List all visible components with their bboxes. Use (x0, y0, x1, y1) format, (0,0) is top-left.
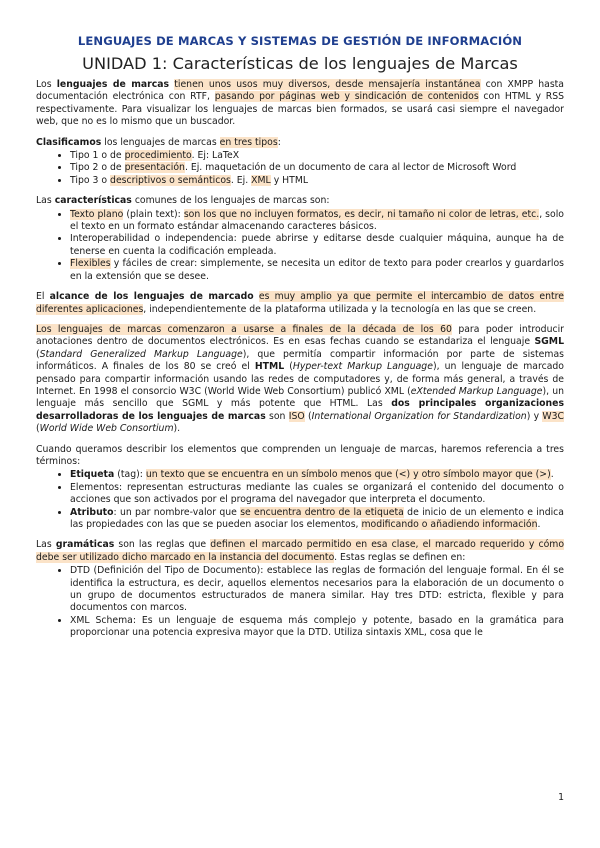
bold-text: SGML (534, 336, 564, 348)
paragraph (36, 137, 564, 149)
list-item (70, 507, 564, 532)
text-run: son las reglas que (114, 539, 211, 551)
list-item (70, 615, 564, 640)
text-run: comunes de los lenguajes de marcas son: (131, 195, 330, 207)
text-run: : (277, 136, 281, 148)
highlighted-text: modificando o añadiendo información (361, 519, 538, 530)
text-run: XML Schema: Es un lenguaje de esquema más complejo y potente, basado en la gramática para proporcionar una potencia expresiva mayor que la DTD. Utiliza sintaxis XML, cosa que le (70, 614, 564, 639)
highlighted-text: definen el marcado permitido en esa clase, el marcado requerido y cómo debe ser utilizado dicho marcado en la instancia del documento (36, 539, 565, 563)
paragraph (36, 195, 564, 207)
paragraph (36, 291, 564, 316)
text-run: Las (36, 195, 55, 207)
text-run: . (550, 469, 554, 481)
text-run: Tipo 3 o (70, 174, 111, 186)
text-run: y fáciles de crear: simplemente, se necesita un editor de texto para poder crearlos y guardarlos en la extensión que se desee. (70, 258, 564, 282)
text-run: (plain text): (123, 208, 184, 220)
highlighted-text: en tres tipos (219, 136, 278, 148)
highlighted-text: un texto que se encuentra en un símbolo menos que (<) y otro símbolo mayor que (>) (145, 469, 551, 481)
list-item (70, 258, 564, 283)
text-run: Tipo 2 o de (70, 162, 125, 174)
text-run: ( (304, 410, 312, 422)
text-run: con HTML y RSS respectivamente. Para visualizar los lenguajes de marcas bien formados, se usará casi siempre el navegador web, que no es lo mismo que un buscador. (36, 91, 565, 128)
highlighted-text: W3C (542, 410, 564, 422)
highlighted-text: Flexibles (70, 258, 111, 270)
document-header: LENGUAJES DE MARCAS Y SISTEMAS DE GESTIÓN DE INFORMACIÓN (77, 34, 523, 48)
text-run: ), un lenguaje de marcado pensado para compartir información usando las redes de computadores y, de forma más general, a través de Internet. En 1998 el consorcio W3C (World Wide Web Consortium) publicó XML ( (36, 361, 564, 397)
paragraph (36, 324, 564, 436)
highlighted-text: son los que no incluyen formatos, es decir, ni tamaño ni color de letras, etc. (183, 208, 540, 220)
highlighted-text: tienen unos usos muy diversos, desde mensajería instantánea (174, 79, 481, 90)
text-run: (tag): (114, 469, 146, 481)
highlighted-text: descriptivos o semánticos (110, 174, 231, 186)
italic-text: Hyper-text Markup Language (292, 361, 433, 373)
bold-text: Atributo (70, 506, 114, 518)
page-number: 1 (558, 792, 564, 803)
text-run: ), que permitía compartir información por parte de sistemas informáticos. A finales de los 80 se creó el (36, 348, 564, 373)
paragraph (36, 539, 564, 564)
text-run: ). (173, 423, 181, 435)
text-run: El (36, 291, 50, 303)
bold-text: Etiqueta (70, 469, 115, 481)
highlighted-text: es muy amplio ya que permite el intercambio de datos entre diferentes aplicaciones (36, 291, 564, 315)
document-page (36, 34, 564, 648)
text-run: Interoperabilidad o independencia: puede abrirse y editarse desde cualquier máquina, aunque ha de tenerse en cuenta la codificación empleada. (70, 233, 564, 257)
highlighted-text: se encuentra dentro de la etiqueta (240, 506, 404, 518)
bullet-list (36, 469, 564, 531)
bold-text: gramáticas (55, 539, 115, 551)
text-run: Los (36, 79, 57, 90)
highlighted-text: presentación (124, 162, 185, 174)
highlighted-text: XML (251, 174, 271, 186)
text-run: , independientemente de la plataforma utilizada y la tecnología en las que se creen. (143, 303, 537, 315)
text-run: ) y (526, 410, 543, 422)
text-run: ), un lenguaje más sencillo que SGML y más potente que HTML. Las (36, 385, 564, 410)
paragraph (36, 444, 564, 469)
list-item (70, 150, 564, 162)
list-item (70, 209, 564, 234)
text-run: Cuando queramos describir los elementos que comprenden un lenguaje de marcas, haremos referencia a tres términos: (36, 443, 564, 467)
text-run: . Ej. (230, 174, 252, 186)
italic-text: International Organization for Standardization (311, 410, 527, 422)
bullet-list (36, 565, 564, 639)
text-run: son (265, 410, 289, 422)
text-run: ( (284, 361, 293, 373)
text-run: ( (36, 423, 40, 435)
list-item (70, 469, 564, 481)
highlighted-text: ISO (288, 410, 305, 422)
bold-text: dos principales organizaciones desarrolladoras de los lenguajes de marcas (36, 398, 564, 422)
list-item (70, 565, 564, 615)
text-run: Las (36, 539, 56, 551)
text-run: ( (36, 348, 40, 360)
bold-text: características (54, 195, 132, 207)
bold-text: alcance de los lenguajes de marcado (49, 291, 254, 303)
text-run: : un par nombre-valor que (113, 506, 241, 518)
text-run: . Ej: LaTeX (191, 150, 240, 162)
highlighted-text: procedimiento (124, 150, 192, 162)
text-run: Tipo 1 o de (70, 150, 125, 162)
unit-title: UNIDAD 1: Características de los lenguajes de Marcas (82, 54, 518, 73)
italic-text: eXtended Markup Language (410, 385, 543, 397)
text-run: DTD (Definición del Tipo de Documento): establece las reglas de formación del lenguaje formal. En él se identifica la estructura, es decir, aquellos elementos necesarios para la elaboración de un documento o un grupo de documentos estructurados de manera similar. Hay tres DTD: estricta, flexible y para documentos con marcos. (70, 565, 564, 614)
list-item (70, 233, 564, 258)
text-run: los lenguajes de marcas (101, 136, 220, 148)
text-run: para poder introducir anotaciones dentro de documentos electrónicos. Es en esas fechas cuando se estandariza el lenguaje (36, 323, 564, 348)
list-item (70, 482, 564, 507)
text-run: y HTML (270, 174, 309, 186)
text-run: con XMPP hasta documentación electrónica con RTF, (36, 79, 565, 103)
text-run: de inicio de un elemento e indica las propiedades con las que se pueden asociar los elementos, (70, 506, 564, 530)
document-body (36, 79, 564, 640)
text-run: Elementos: representan estructuras mediante las cuales se organizará el contenido del documento o acciones que son activados por el programa del navegador que interpreta el documento. (70, 481, 564, 506)
highlighted-text: Los lenguajes de marcas comenzaron a usarse a finales de la década de los 60 (36, 323, 452, 335)
italic-text: Standard Generalized Markup Language (39, 348, 243, 360)
paragraph (36, 79, 564, 129)
highlighted-text: pasando por páginas web y sindicación de contenidos (214, 91, 479, 103)
bullet-list (36, 209, 564, 283)
highlighted-text: Texto plano (70, 208, 124, 220)
text-run: , solo el texto en un formato estándar almacenando caracteres básicos. (70, 208, 564, 233)
text-run: . (537, 519, 541, 530)
italic-text: World Wide Web Consortium (39, 423, 174, 435)
text-run: . Estas reglas se definen en: (334, 551, 466, 563)
bold-text: HTML (254, 361, 285, 373)
text-run: . Ej. maquetación de un documento de cara al lector de Microsoft Word (184, 162, 517, 174)
bold-text: lenguajes de marcas (56, 79, 170, 90)
bullet-list (36, 150, 564, 187)
list-item (70, 162, 564, 174)
bold-text: Clasificamos (36, 136, 102, 148)
list-item (70, 175, 564, 187)
